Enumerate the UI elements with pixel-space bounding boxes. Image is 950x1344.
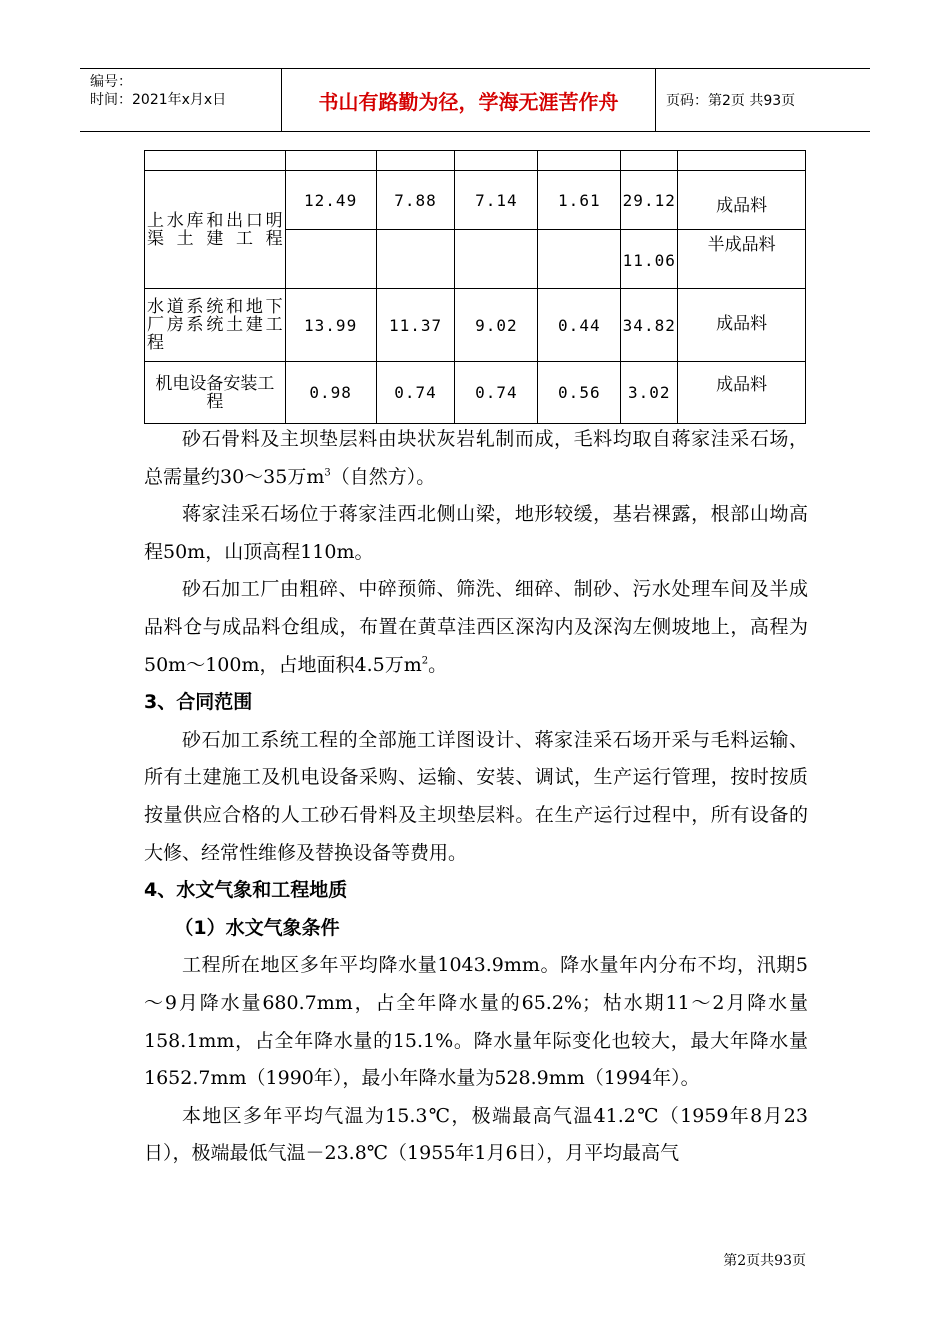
paragraph: 本地区多年平均气温为15.3℃，极端最高气温41.2℃（1959年8月23日），极端最低气温－23.8℃（1955年1月6日），月平均最高气: [144, 1104, 808, 1165]
table-cell: 0.74: [455, 362, 538, 424]
page-header: [80, 68, 870, 132]
page-footer: 第2页共93页: [723, 1253, 806, 1269]
table-cell: 11.37: [376, 289, 455, 362]
table-cell-name: 水道系统和地下厂房系统土建工程: [145, 289, 286, 362]
section-heading: 3、合同范围: [144, 691, 253, 714]
header-motto: 书山有路勤为径，学海无涯苦作舟: [282, 69, 656, 131]
table-cell: 34.82: [621, 289, 678, 362]
table-cell: [285, 230, 376, 289]
table-cell-name: 机电设备安装工程: [145, 362, 286, 424]
table-cell: 7.88: [376, 171, 455, 230]
header-page-info: 页码：第2页 共93页: [666, 93, 796, 109]
table-cell: [376, 230, 455, 289]
table-cell: 13.99: [285, 289, 376, 362]
table-row: [145, 151, 806, 171]
table-cell: 1.61: [538, 171, 621, 230]
table-row: [145, 289, 806, 362]
table-cell: 12.49: [285, 171, 376, 230]
table-cell: 29.12: [621, 171, 678, 230]
table-cell: 7.14: [455, 171, 538, 230]
subsection-heading: （1）水文气象条件: [174, 916, 340, 939]
table-cell-type: 成品料: [678, 362, 806, 424]
table-cell: 9.02: [455, 289, 538, 362]
table-cell: 0.74: [376, 362, 455, 424]
table-cell-name: 上水库和出口明渠土建工程: [145, 171, 286, 289]
header-number: 编号：: [90, 74, 132, 90]
table-cell-type: 半成品料: [678, 230, 806, 289]
table-row: [145, 362, 806, 424]
header-time: 时间：2021年x月x日: [90, 92, 227, 108]
table-cell: 0.44: [538, 289, 621, 362]
section-heading: 4、水文气象和工程地质: [144, 879, 348, 902]
paragraph: 工程所在地区多年平均降水量1043.9mm。降水量年内分布不均，汛期5～9月降水量680.7mm，占全年降水量的65.2%；枯水期11～2月降水量158.1mm，占全年降水量的15.1%。降水量年际变化也较大，最大年降水量1652.7mm（1990年），最小年降水量为528.9mm（1994年）。: [144, 954, 808, 1090]
paragraph: 砂石骨料及主坝垫层料由块状灰岩轧制而成，毛料均取自蒋家洼采石场，总需量约30～35万$m^3$（自然方）。: [144, 428, 808, 488]
table-cell: 0.98: [285, 362, 376, 424]
table-cell-type: 成品料: [678, 289, 806, 362]
material-table: [144, 150, 806, 424]
table-cell: [455, 230, 538, 289]
table-cell: 11.06: [621, 230, 678, 289]
table-row: [145, 171, 806, 230]
table-cell: 3.02: [621, 362, 678, 424]
paragraph: 蒋家洼采石场位于蒋家洼西北侧山梁，地形较缓，基岩裸露，根部山坳高程50m，山顶高程110m。: [144, 503, 808, 563]
document-body: [144, 421, 808, 1173]
paragraph: 砂石加工厂由粗碎、中碎预筛、筛洗、细碎、制砂、污水处理车间及半成品料仓与成品料仓组成，布置在黄草洼西区深沟内及深沟左侧坡地上，高程为50m～100m，占地面积4.5万$m^2$。: [144, 578, 808, 676]
table-cell: 0.56: [538, 362, 621, 424]
paragraph: 砂石加工系统工程的全部施工详图设计、蒋家洼采石场开采与毛料运输、所有土建施工及机电设备采购、运输、安装、调试，生产运行管理，按时按质按量供应合格的人工砂石骨料及主坝垫层料。在生产运行过程中，所有设备的大修、经常性维修及替换设备等费用。: [144, 728, 808, 864]
header-meta: [80, 69, 282, 131]
table-cell: [538, 230, 621, 289]
table-cell-type: 成品料: [678, 171, 806, 230]
